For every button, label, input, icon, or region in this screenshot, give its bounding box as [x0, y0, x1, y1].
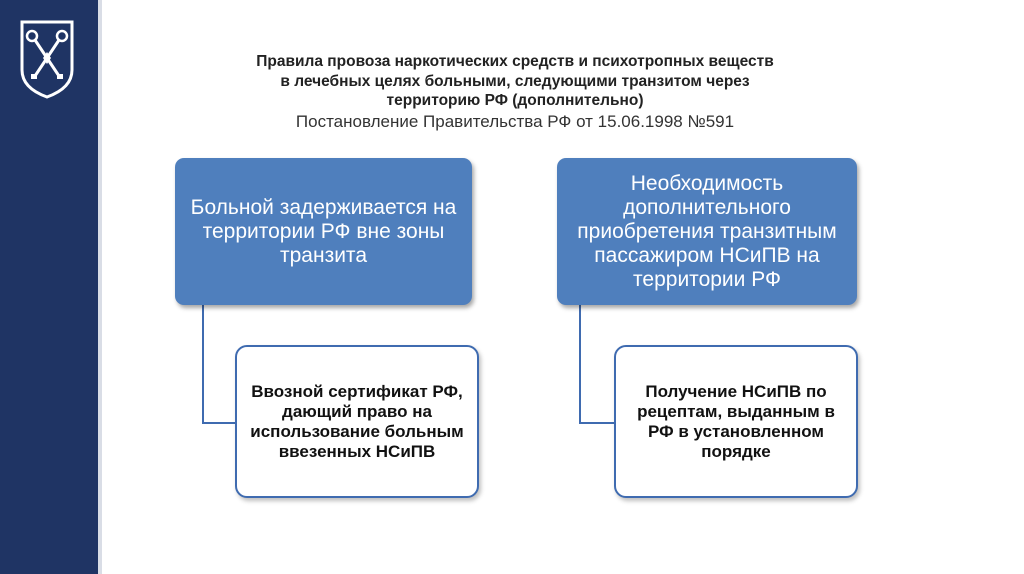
left-sub-box: [235, 345, 479, 498]
right-sub-box: [614, 345, 858, 498]
slide-subtitle: Постановление Правительства РФ от 15.06.1998 №591: [295, 111, 735, 131]
left-main-text: Больной задерживается на территории РФ вне зоны транзита: [190, 195, 457, 267]
left-sub-text: Ввозной сертификат РФ, дающий право на использование больным ввезенных НСиПВ: [250, 381, 464, 461]
title-line-1: Правила провоза наркотических средств и психотропных веществ: [256, 53, 774, 70]
left-connector: [195, 300, 240, 430]
shield-keys-icon: [18, 18, 76, 100]
left-main-box: [175, 158, 472, 305]
sidebar-divider: [98, 0, 102, 574]
slide-title: [160, 52, 870, 133]
right-connector: [572, 300, 618, 430]
right-main-box: [557, 158, 857, 305]
right-main-text: Необходимость дополнительного приобретения транзитным пассажиром НСиПВ на территории РФ: [577, 171, 837, 291]
right-sub-text: Получение НСиПВ по рецептам, выданным в РФ в установленном порядке: [637, 381, 835, 461]
title-line-3: территорию РФ (дополнительно): [386, 92, 644, 109]
title-line-2: в лечебных целях больными, следующими транзитом через: [280, 72, 750, 90]
